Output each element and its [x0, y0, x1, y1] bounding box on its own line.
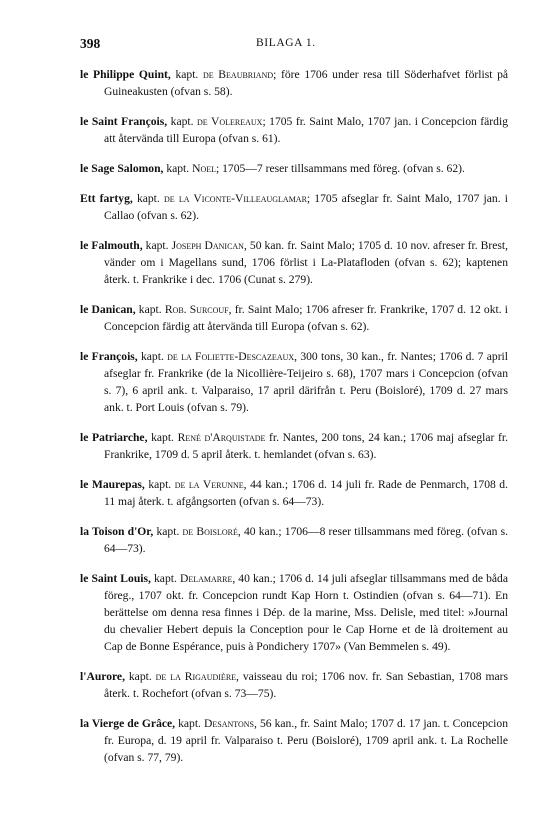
- entry-text: ; 1705—7 reser tillsammans med föreg. (ofvan s. 62).: [216, 162, 465, 175]
- ship-entry: [80, 523, 508, 557]
- captain-name: Rob. Surcouf: [164, 303, 229, 316]
- ship-name: le Danican,: [80, 303, 136, 316]
- ship-name: le Saint François,: [80, 115, 168, 128]
- captain-name: de la Foliette-Descazeaux: [167, 350, 295, 363]
- entry-text: fr. Nantes, 200 tons, 24 kan.; 1706 maj afseglar fr. Frankrike, 1709 d. 5 april återk. t. hemlandet (ofvan s. 63).: [104, 431, 508, 461]
- entry-prefix: kapt.: [142, 239, 172, 252]
- ship-name: le Patriarche,: [80, 431, 148, 444]
- entry-text: , 300 tons, 30 kan., fr. Nantes; 1706 d. 7 april afseglar fr. Frankrike (de la Nicollière-Teijeiro s. 68), 1707 mars i Concepcion (ofvan s. 7), 6 april ank. t. Valparaiso, 17 april därifrån t. Peru (Boisloré), 1709 d. 27 mars ank. t. Port Louis (ofvan s. 79).: [104, 350, 508, 414]
- entry-prefix: kapt.: [153, 525, 183, 538]
- running-title: BILAGA 1.: [256, 37, 316, 49]
- page-header: [80, 36, 508, 56]
- captain-name: de la Viconte-Villeauglamar: [163, 192, 307, 205]
- captain-name: de la Verunne: [174, 478, 244, 491]
- entry-text: , 40 kan.; 1706—8 reser tillsammans med föreg. (ofvan s. 64—73).: [104, 525, 509, 555]
- ship-name: Ett fartyg,: [80, 192, 133, 205]
- entry-text: ; 1705 fr. Saint Malo, 1707 jan. i Concepcion färdig att återvända till Europa (ofvan s. 61).: [104, 115, 508, 145]
- captain-name: Joseph Danican: [171, 239, 244, 252]
- ship-name: la Toison d'Or,: [80, 525, 154, 538]
- entry-prefix: kapt.: [163, 162, 193, 175]
- ship-entry: [80, 237, 508, 288]
- ship-entry: [80, 348, 508, 416]
- ship-name: le Maurepas,: [80, 478, 145, 491]
- entry-text: , 40 kan.; 1706 d. 14 juli afseglar tillsammans med de båda föreg., 1707 okt. fr. Concepcion rundt Kap Horn t. Ostindien (ofvan s. 64—71). En berättelse om denna resa finnes i Dép. de la marine, Mss. Delisle, med titel: »Journal du chevalier Hebert depuis la Conception pour le Cap Horne et de là droitement au Cap de Bonne Espérance, puis à Pondichery 1707» (Van Bemmelen s. 49).: [104, 572, 509, 653]
- entry-prefix: kapt.: [135, 303, 165, 316]
- captain-name: René d'Arquistade: [177, 431, 266, 444]
- ship-entry: [80, 570, 508, 655]
- captain-name: Delamarre: [179, 572, 233, 585]
- entry-text: , 56 kan., fr. Saint Malo; 1707 d. 17 jan. t. Concepcion fr. Europa, d. 19 april fr. Valparaiso t. Peru (Boisloré), 1709 april ank. t. La Rochelle (ofvan s. 77, 79).: [104, 717, 508, 764]
- ship-name: le Saint Louis,: [80, 572, 151, 585]
- ship-name: le Falmouth,: [80, 239, 143, 252]
- captain-name: de Boisloré: [182, 525, 238, 538]
- entry-prefix: kapt.: [175, 717, 204, 730]
- captain-name: de la Rigaudière: [155, 670, 237, 683]
- ship-entry: [80, 190, 508, 224]
- entry-text: ; före 1706 under resa till Söderhafvet förlist på Guineakusten (ofvan s. 58).: [104, 68, 509, 98]
- captain-name: Desantons: [204, 717, 255, 730]
- entry-text: , 50 kan. fr. Saint Malo; 1705 d. 10 nov. afreser fr. Brest, vänder om i Magellans sund, 1706 förlist i La-Platafloden (ofvan s. 62); kaptenen återk. t. Frankrike i dec. 1706 (Cunat s. 279).: [104, 239, 509, 286]
- ship-name: le Sage Salomon,: [80, 162, 164, 175]
- entry-prefix: kapt.: [170, 68, 203, 81]
- ship-entry: [80, 429, 508, 463]
- ship-entry: [80, 715, 508, 766]
- entry-prefix: kapt.: [132, 192, 164, 205]
- entry-prefix: kapt.: [124, 670, 156, 683]
- entry-prefix: kapt.: [167, 115, 198, 128]
- ship-entry: [80, 476, 508, 510]
- entry-text: , 44 kan.; 1706 d. 14 juli fr. Rade de Penmarch, 1708 d. 11 maj återk. t. afgångsorten (ofvan s. 64—73).: [104, 478, 509, 508]
- ship-name: l'Aurore,: [80, 670, 125, 683]
- captain-name: de Volereaux: [197, 115, 263, 128]
- entry-prefix: kapt.: [137, 350, 168, 363]
- ship-name: le Philippe Quint,: [80, 68, 171, 81]
- captain-name: de Beaubriand: [202, 68, 274, 81]
- entry-prefix: kapt.: [150, 572, 180, 585]
- entry-prefix: kapt.: [147, 431, 178, 444]
- ship-entry: [80, 160, 508, 177]
- entry-text: , fr. Saint Malo; 1706 afreser fr. Frankrike, 1707 d. 12 okt. i Concepcion färdig att återvända till Europa (ofvan s. 62).: [104, 303, 508, 333]
- page-number: 398: [80, 36, 101, 51]
- ship-list: [80, 66, 508, 779]
- ship-name: le François,: [80, 350, 138, 363]
- ship-entry: [80, 66, 508, 100]
- ship-entry: [80, 301, 508, 335]
- ship-entry: [80, 113, 508, 147]
- entry-text: , vaisseau du roi; 1706 nov. fr. San Sebastian, 1708 mars återk. t. Rochefort (ofvan s. 73—75).: [104, 670, 509, 700]
- entry-text: ; 1705 afseglar fr. Saint Malo, 1707 jan. i Callao (ofvan s. 62).: [104, 192, 508, 222]
- ship-entry: [80, 668, 508, 702]
- ship-name: la Vierge de Grâce,: [80, 717, 176, 730]
- entry-prefix: kapt.: [144, 478, 175, 491]
- captain-name: Noel: [192, 162, 217, 175]
